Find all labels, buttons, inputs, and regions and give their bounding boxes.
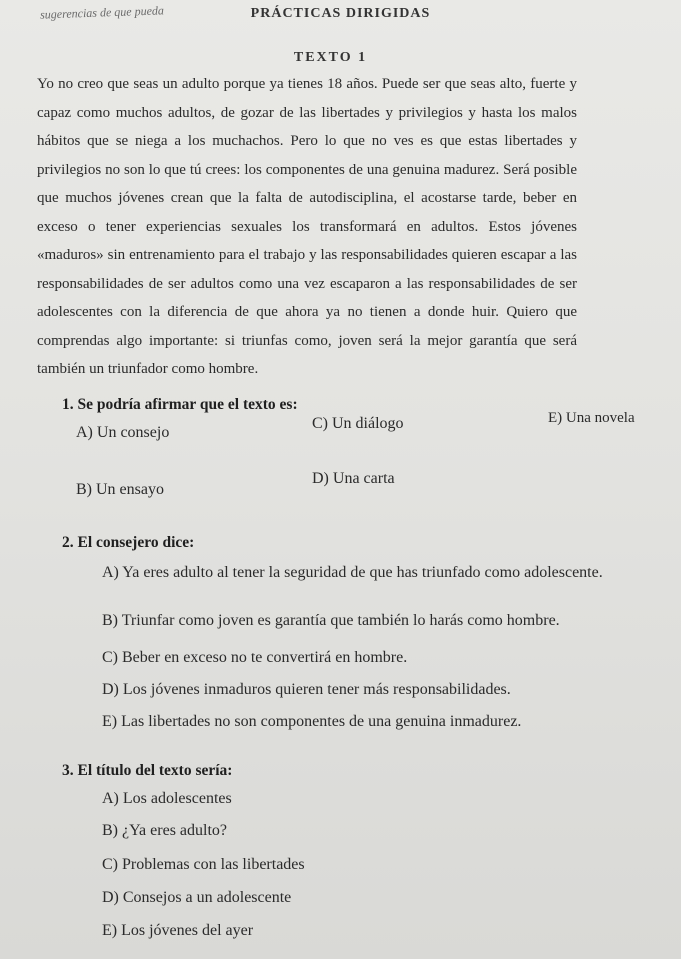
question-3-option-e[interactable]: E) Los jóvenes del ayer [102, 922, 254, 939]
question-1-option-a[interactable]: A) Un consejo [76, 424, 170, 441]
question-2-option-e[interactable]: E) Las libertades no son componentes de una genuina inmadurez. [102, 713, 522, 730]
question-2-option-d[interactable]: D) Los jóvenes inmaduros quieren tener más responsabilidades. [102, 681, 511, 698]
question-1-heading: 1. Se podría afirmar que el texto es: [62, 396, 298, 413]
question-3-heading: 3. El título del texto sería: [62, 762, 233, 779]
reading-passage: Yo no creo que seas un adulto porque ya tienes 18 años. Puede ser que seas alto, fuerte y capaz como muchos adultos, de gozar de las libertades y privilegios y hasta los malos hábitos que se niega a los muchachos. Pero lo que no ves es que estas libertades y privilegios no son lo que tú crees: los componentes de una genuina madurez. Será posible que muchos jóvenes crean que la falta de autodisciplina, el acostarse tarde, beber en exceso o tener experiencias sexuales los transformará en adultos. Estos jóvenes «maduros» sin entrenamiento para el trabajo y las responsabilidades quieren escapar a las responsabilidades de ser adultos como una vez escaparon a las responsabilidades de ser adolescentes con la diferencia de que ahora ya no tienen a donde huir. Quiero que comprendas algo importante: si triunfas como, joven será la mejor garantía que será también un triunfador como hombre. [37, 76, 577, 377]
question-3-option-a[interactable]: A) Los adolescentes [102, 790, 232, 807]
cut-off-text: sugerencias de que pueda [39, 3, 165, 22]
question-1-option-c[interactable]: C) Un diálogo [312, 415, 404, 432]
question-2-option-a[interactable]: A) Ya eres adulto al tener la seguridad de que has triunfado como adolescente. [102, 564, 603, 581]
section-title: PRÁCTICAS DIRIGIDAS [250, 6, 431, 21]
question-3-option-b[interactable]: B) ¿Ya eres adulto? [102, 822, 228, 839]
text-title: TEXTO 1 [293, 50, 368, 65]
question-2-heading: 2. El consejero dice: [62, 534, 195, 551]
question-2-option-c[interactable]: C) Beber en exceso no te convertirá en hombre. [102, 649, 408, 666]
question-1-option-e[interactable]: E) Una novela [548, 410, 635, 426]
question-1-option-d[interactable]: D) Una carta [312, 470, 395, 487]
question-3-option-c[interactable]: C) Problemas con las libertades [102, 856, 305, 873]
question-2-option-b[interactable]: B) Triunfar como joven es garantía que también lo harás como hombre. [102, 612, 560, 629]
question-3-option-d[interactable]: D) Consejos a un adolescente [102, 889, 292, 906]
question-1-option-b[interactable]: B) Un ensayo [76, 481, 164, 498]
